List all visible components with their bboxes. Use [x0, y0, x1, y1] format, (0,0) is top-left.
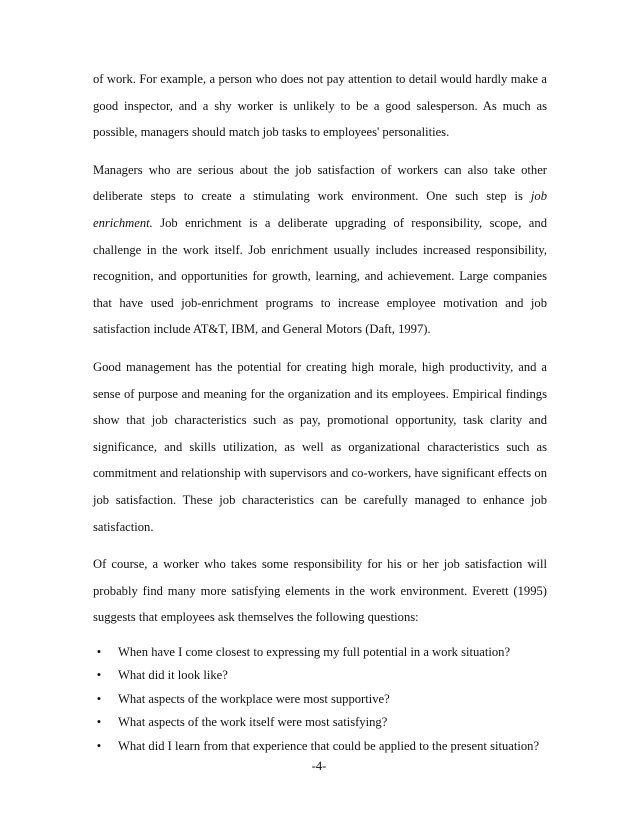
- list-item: [93, 664, 547, 687]
- bullet-icon: •: [96, 738, 102, 753]
- paragraph-3: Good management has the potential for creating high morale, high productivity, and a sense of purpose and meaning for the organization and its employees. Empirical findings show that job characteristics such as pay, promotional opportunity, task clarity and significance, and skills utilization, as well as organizational characteristics such as commitment and relationship with supervisors and co-workers, have significant effects on job satisfaction. These job characteristics can be carefully managed to enhance job satisfaction.: [93, 359, 547, 534]
- job-enrichment-emphasis: job enrichment.: [93, 189, 547, 230]
- paragraph-4: Of course, a worker who takes some responsibility for his or her job satisfaction will probably find many more satisfying elements in the work environment. Everett (1995) suggests that employees ask themselves the following questions:: [93, 557, 547, 625]
- question-text: What aspects of the work itself were most satisfying?: [118, 715, 388, 730]
- bullet-icon: •: [96, 715, 102, 730]
- list-item: [93, 641, 547, 664]
- list-item: [93, 711, 547, 734]
- list-item: [93, 735, 547, 758]
- question-text: What did I learn from that experience that could be applied to the present situation?: [118, 738, 540, 753]
- document-body: [93, 66, 547, 758]
- page-number: -4-: [311, 759, 327, 773]
- question-list: [93, 641, 547, 758]
- paragraph-1: of work. For example, a person who does not pay attention to detail would hardly make a good inspector, and a shy worker is unlikely to be a good salesperson. As much as possible, managers should match job tasks to employees' personalities.: [93, 72, 547, 140]
- bullet-icon: •: [96, 668, 102, 683]
- question-text: When have I come closest to expressing my full potential in a work situation?: [118, 644, 511, 659]
- question-text: What aspects of the workplace were most supportive?: [118, 691, 390, 706]
- paragraph-2: [93, 157, 547, 343]
- paragraph-2-text-before: Managers who are serious about the job satisfaction of workers can also take other deliberate steps to create a stimulating work environment. One such step is: [93, 162, 547, 204]
- paragraph-2-text-after: Job enrichment is a deliberate upgrading of responsibility, scope, and challenge in the work itself. Job enrichment usually includes increased responsibility, recognition, and opportunities for growth, learning, and achievement. Large companies that have used job-enrichment programs to increase employee motivation and job satisfaction include AT&T, IBM, and General Motors (Daft, 1997).: [93, 215, 547, 337]
- bullet-icon: •: [96, 691, 102, 706]
- question-text: What did it look like?: [118, 668, 228, 683]
- list-item: [93, 688, 547, 711]
- bullet-icon: •: [96, 644, 102, 659]
